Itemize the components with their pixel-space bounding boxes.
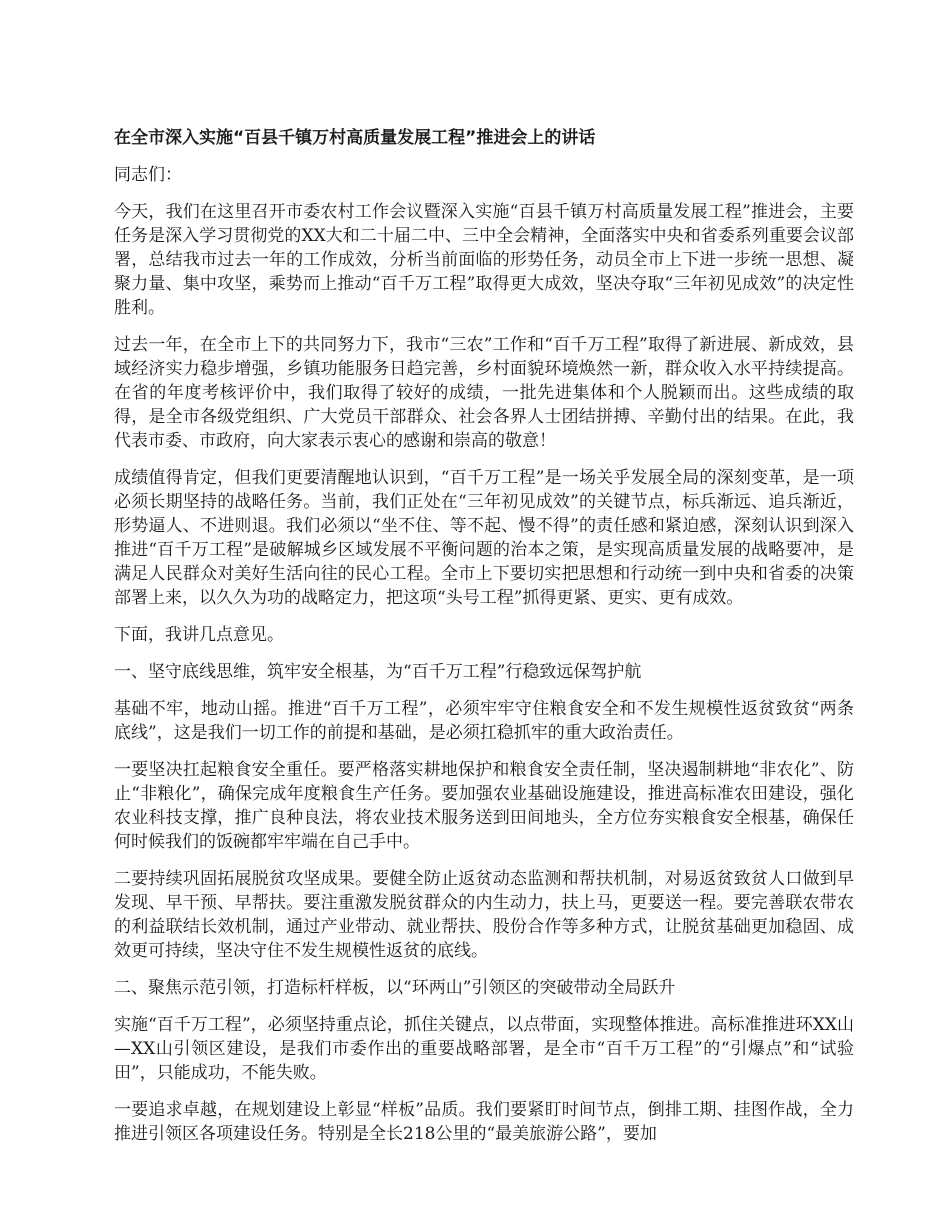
body-paragraph: 实施“百千万工程”，必须坚持重点论，抓住关键点，以点带面，实现整体推进。高标准推进环XX山—XX山引领区建设，是我们市委作出的重要战略部署，是全市“百千万工程”的“引爆点”和“试验田”，只能成功，不能失败。: [114, 1015, 854, 1083]
body-paragraph: 一要追求卓越，在规划建设上彰显“样板”品质。我们要紧盯时间节点，倒排工期、挂图作战，全力推进引领区各项建设任务。特别是全长218公里的“最美旅游公路”，要加: [114, 1100, 854, 1144]
body-paragraph: 过去一年，在全市上下的共同努力下，我市“三农”工作和“百千万工程”取得了新进展、新成效，县域经济实力稳步增强，乡镇功能服务日趋完善，乡村面貌环境焕然一新，群众收入水平持续提高。在省的年度考核评价中，我们取得了较好的成绩，一批先进集体和个人脱颖而出。这些成绩的取得，是全市各级党组织、广大党员干部群众、社会各界人士团结拼搏、辛勤付出的结果。在此，我代表市委、市政府，向大家表示衷心的感谢和崇高的敬意！: [114, 335, 854, 451]
body-paragraph: 基础不牢，地动山摇。推进“百千万工程”，必须牢牢守住粮食安全和不发生规模性返贫致贫“两条底线”，这是我们一切工作的前提和基础，是必须扛稳抓牢的重大政治责任。: [114, 699, 854, 743]
body-paragraph: 一要坚决扛起粮食安全重任。要严格落实耕地保护和粮食安全责任制，坚决遏制耕地“非农化”、防止“非粮化”，确保完成年度粮食生产任务。要加强农业基础设施建设，推进高标准农田建设，强化农业科技支撑，推广良种良法，将农业技术服务送到田间地头，全方位夯实粮食安全根基，确保任何时候我们的饭碗都牢牢端在自己手中。: [114, 760, 854, 852]
document-page: [114, 126, 854, 1159]
document-title: 在全市深入实施“百县千镇万村高质量发展工程”推进会上的讲话: [114, 128, 596, 148]
body-paragraph: 二要持续巩固拓展脱贫攻坚成果。要健全防止返贫动态监测和帮扶机制，对易返贫致贫人口做到早发现、早干预、早帮扶。要注重激发脱贫群众的内生动力，扶上马，更要送一程。要完善联农带农的利益联结长效机制，通过产业带动、就业帮扶、股份合作等多种方式，让脱贫基础更加稳固、成效更可持续，坚决守住不发生规模性返贫的底线。: [114, 869, 854, 961]
salutation: 同志们：: [114, 165, 182, 185]
body-paragraph: 下面，我讲几点意见。: [114, 625, 284, 645]
body-paragraph: 今天，我们在这里召开市委农村工作会议暨深入实施“百县千镇万村高质量发展工程”推进会，主要任务是深入学习贯彻党的XX大和二十届二中、三中全会精神，全面落实中央和省委系列重要会议部署，总结我市过去一年的工作成效，分析当前面临的形势任务，动员全市上下进一步统一思想、凝聚力量、集中攻坚，乘势而上推动“百千万工程”取得更大成效，坚决夺取“三年初见成效”的决定性胜利。: [114, 202, 854, 318]
body-paragraph: 成绩值得肯定，但我们更要清醒地认识到，“百千万工程”是一场关乎发展全局的深刻变革，是一项必须长期坚持的战略任务。当前，我们正处在“三年初见成效”的关键节点，标兵渐远、追兵渐近，形势逼人、不进则退。我们必须以“坐不住、等不起、慢不得”的责任感和紧迫感，深刻认识到深入推进“百千万工程”是破解城乡区域发展不平衡问题的治本之策，是实现高质量发展的战略要冲，是满足人民群众对美好生活向往的民心工程。全市上下要切实把思想和行动统一到中央和省委的决策部署上来，以久久为功的战略定力，把这项“头号工程”抓得更紧、更实、更有成效。: [114, 468, 854, 608]
section-heading: 二、聚焦示范引领，打造标杆样板，以“环两山”引领区的突破带动全局跃升: [114, 978, 676, 998]
section-heading: 一、坚守底线思维，筑牢安全根基，为“百千万工程”行稳致远保驾护航: [114, 662, 642, 682]
